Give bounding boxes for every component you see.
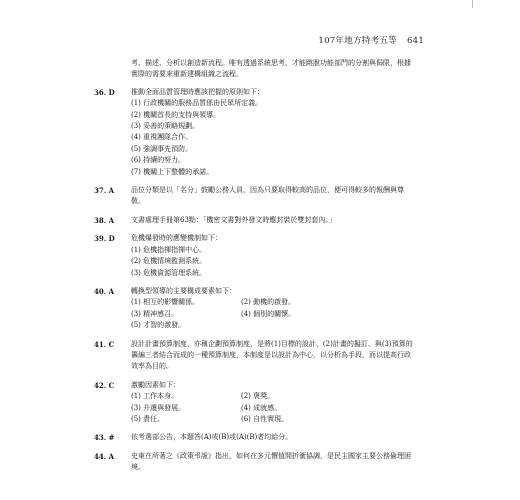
continuation-text: 考、描述、分析以創造新流程。唯有透過系統思考，才能跳脫功能部門的分割與侷限，根據實際的需要來重新建構組織之流程。 — [131, 59, 411, 79]
option-grid — [131, 391, 415, 425]
question-number: 37. A — [94, 186, 115, 196]
option: (1) 行政機關的服務品質係由民眾所定義。 — [131, 99, 263, 108]
question-number: 39. D — [94, 234, 115, 244]
option: (6) 持續的努力。 — [131, 156, 186, 165]
answer-letter: A — [108, 451, 115, 461]
option: (3) 妥善的策略規劃。 — [131, 122, 200, 131]
question-40 — [94, 286, 415, 332]
option: (2) 機關首長的支持與領導。 — [131, 110, 221, 119]
option: (3) 升遷與發展。 — [131, 403, 186, 412]
question-43 — [94, 432, 415, 443]
header-title: 107年地方特考五等 — [318, 36, 397, 46]
option: (2) 動機的啟發。 — [241, 298, 296, 307]
question-stem: 設計計畫預算制度，亦稱企劃預算制度，是將(1)目標的設計、(2)計畫的擬訂、與(3)預算的籌編三者結合而成的一種預算制度，本制度是以設計為中心，以分析為手段，而以提高行政效率為目的。 — [131, 339, 413, 371]
option: (5) 強調事先預防。 — [131, 144, 193, 153]
question-37 — [94, 185, 415, 208]
question-number: 36. D — [94, 87, 115, 97]
answer-letter: D — [108, 234, 115, 244]
question-39 — [94, 233, 415, 279]
question-stem: 危機爆發時的應變機制如下： — [131, 234, 222, 243]
option: (2) 危機情境監測系統。 — [131, 257, 207, 266]
question-36 — [94, 87, 415, 178]
answer-letter: C — [108, 339, 115, 349]
option: (5) 才智的激發。 — [131, 321, 186, 330]
answer-content — [94, 58, 415, 481]
page-number: 641 — [406, 36, 424, 46]
question-stem: 轉換型領導的主要構成要素如下： — [131, 286, 236, 295]
option: (6) 自性實現。 — [241, 414, 289, 423]
question-number: 43. # — [94, 433, 115, 443]
question-stem: 推動全面品質管理時應該把握的原則如下： — [131, 87, 264, 96]
option: (1) 危機指揮指揮中心。 — [131, 245, 207, 254]
page-corner-mark — [472, 0, 473, 8]
question-44 — [94, 451, 415, 474]
option: (1) 相互的影響關係。 — [131, 298, 200, 307]
answer-letter: C — [108, 380, 115, 390]
option: (7) 機關上下整體的承諾。 — [131, 167, 214, 176]
question-38 — [94, 215, 415, 226]
page-header — [318, 34, 424, 46]
option: (2) 褒獎。 — [241, 392, 275, 401]
question-number: 40. A — [94, 286, 115, 296]
question-stem: 依考選部公告，本題答(A)或(B)或(A)(B)者均給分。 — [131, 433, 293, 442]
answer-letter: A — [108, 186, 115, 196]
question-stem: 史東在所著之《政策弔詭》指出，如何在多元價值間折衝協調，是民主國家主要公務倫理困境。 — [131, 451, 411, 472]
answer-letter: A — [108, 286, 115, 296]
option: (5) 責任。 — [131, 414, 165, 423]
question-number: 44. A — [94, 451, 115, 461]
question-stem: 激勵因素如下： — [131, 380, 180, 389]
option: (1) 工作本身。 — [131, 392, 179, 401]
answer-letter: # — [108, 433, 115, 443]
option: (4) 成就感。 — [241, 403, 282, 412]
question-number: 38. A — [94, 215, 115, 225]
answer-letter: D — [108, 87, 115, 97]
question-42 — [94, 380, 415, 426]
question-number: 42. C — [94, 380, 115, 390]
option: (4) 個別的關懷。 — [241, 309, 296, 318]
option: (4) 重視團隊合作。 — [131, 133, 193, 142]
question-stem: 品位分類是以「名分」鼓勵公務人員，因為只要取得較高的品位，便可得較多的報酬與尊敬。 — [131, 186, 404, 206]
option: (3) 危機資源管理系統。 — [131, 268, 207, 277]
question-41 — [94, 339, 415, 373]
question-stem: 文書處理手冊第63點：「機密文書對外發文時應封裝於雙封套內。」 — [131, 215, 336, 224]
question-number: 41. C — [94, 339, 115, 349]
option-grid — [131, 297, 415, 331]
answer-letter: A — [108, 215, 115, 225]
option: (3) 精神感召。 — [131, 309, 179, 318]
